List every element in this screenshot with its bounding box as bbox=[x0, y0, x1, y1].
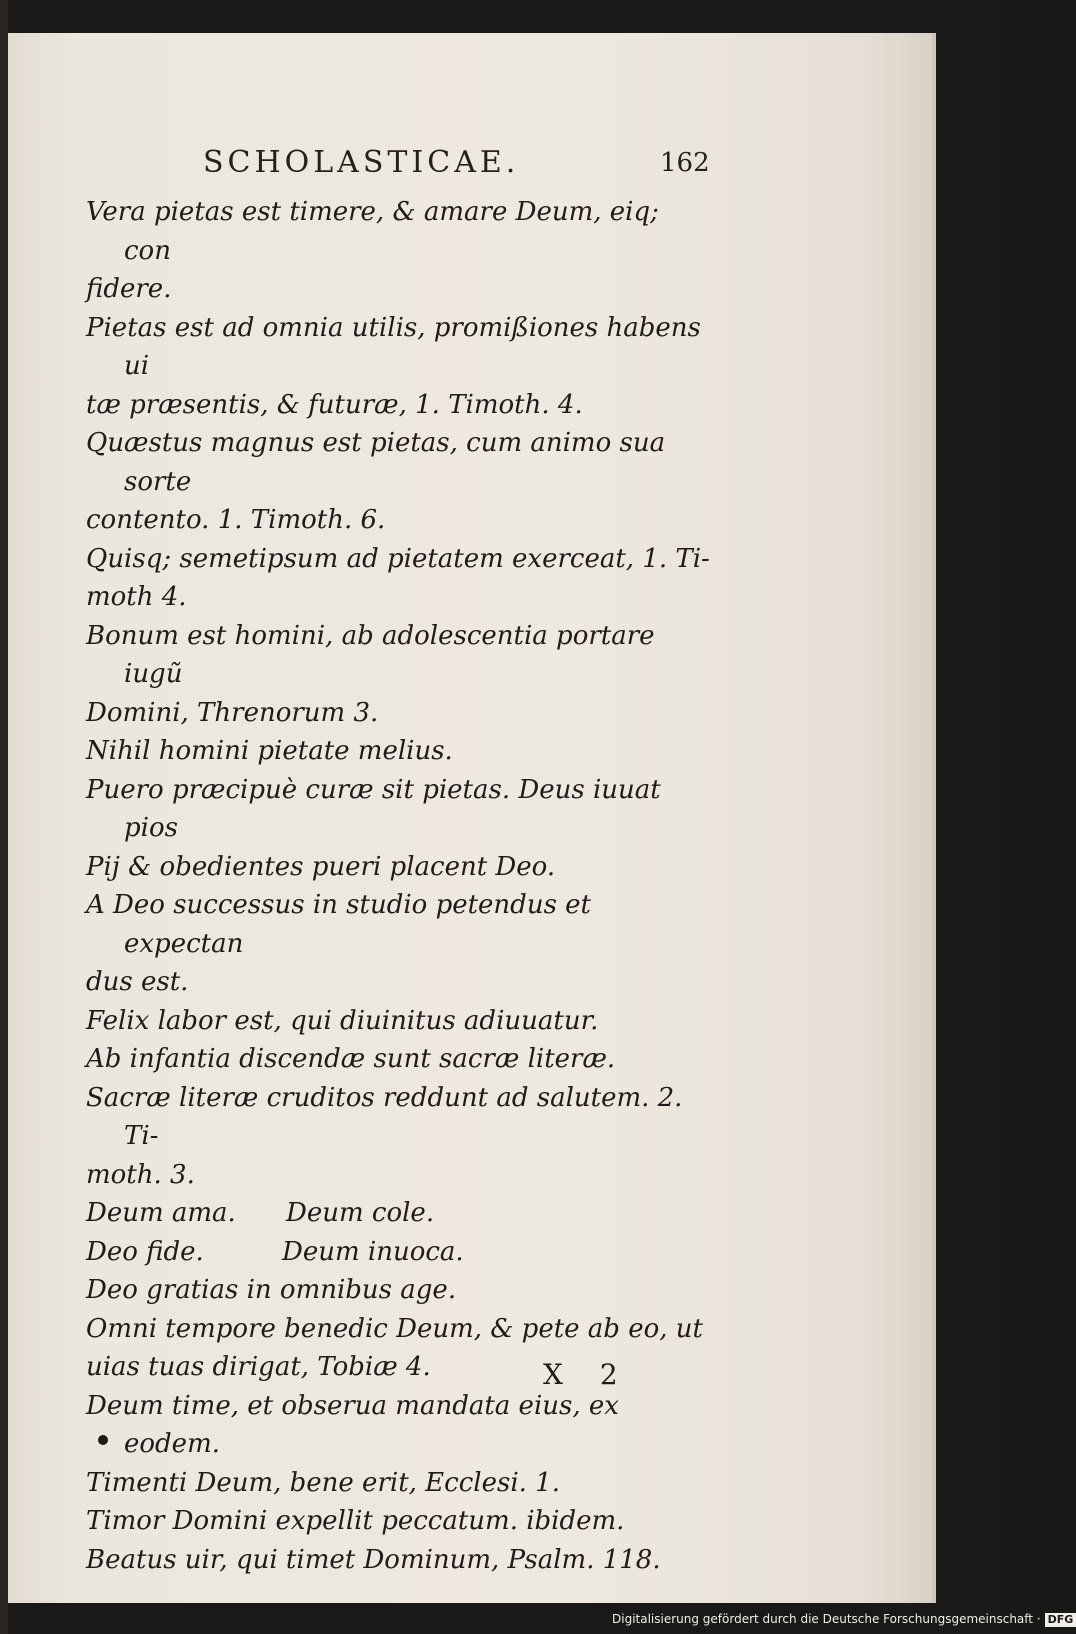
sentence-entry bbox=[86, 732, 714, 771]
sentence-entry bbox=[86, 617, 714, 733]
sentence-entry bbox=[86, 1502, 714, 1541]
entry-line: Deo gratias in omnibus age. bbox=[86, 1275, 457, 1305]
entries-group-1 bbox=[86, 193, 714, 1194]
maxim-left: Deum ama. bbox=[86, 1198, 236, 1228]
sentence-entry bbox=[86, 886, 714, 1002]
entry-line: Puero præcipuè curæ sit pietas. Deus iuuat pios bbox=[86, 774, 661, 843]
entry-line: Vera pietas est timere, & amare Deum, eiq; con bbox=[86, 197, 659, 266]
maxim-pair bbox=[86, 1233, 714, 1272]
entry-line: Timor Domini expellit peccatum. ibidem. bbox=[86, 1506, 625, 1536]
sentence-entry bbox=[86, 1002, 714, 1041]
book-page bbox=[8, 33, 936, 1603]
sentence-entry bbox=[86, 1040, 714, 1079]
footer-text: Digitalisierung gefördert durch die Deutsche Forschungsgemeinschaft · bbox=[612, 1612, 1041, 1626]
entry-line: Domini, Threnorum 3. bbox=[86, 697, 379, 728]
footer-credit bbox=[612, 1612, 1076, 1627]
entry-line: Sacræ literæ cruditos reddunt ad salutem. 2. Ti- bbox=[86, 1082, 683, 1151]
sentence-entry bbox=[86, 1079, 714, 1195]
ink-dot bbox=[98, 1435, 108, 1445]
entry-line: Nihil homini pietate melius. bbox=[86, 736, 453, 766]
page-number: 162 bbox=[660, 148, 710, 178]
entry-line: moth 4. bbox=[86, 582, 187, 612]
sentence-entry bbox=[86, 1464, 714, 1503]
maxim-right: Deum inuoca. bbox=[282, 1236, 464, 1267]
entry-line: Felix labor est, qui diuinitus adiuuatur. bbox=[86, 1005, 599, 1036]
entry-line: Pietas est ad omnia utilis, promißiones habens ui bbox=[86, 312, 701, 381]
sentence-entry bbox=[86, 1387, 714, 1464]
entry-line: tæ præsentis, & futuræ, 1. Timoth. 4. bbox=[86, 389, 583, 420]
sentence-entry bbox=[86, 848, 714, 887]
sentence-entry bbox=[86, 1271, 714, 1310]
entry-line: Beatus uir, qui timet Dominum, Psalm. 118. bbox=[86, 1544, 661, 1575]
entry-line: Deum time, et obserua mandata eius, ex eodem. bbox=[86, 1390, 619, 1459]
running-head: SCHOLASTICAE. bbox=[203, 145, 520, 180]
entry-line: Quæstus magnus est pietas, cum animo sua sorte bbox=[86, 428, 666, 497]
maxim-left: Deo fide. bbox=[86, 1236, 204, 1267]
sentence-entry bbox=[86, 193, 714, 309]
sentence-entry bbox=[86, 771, 714, 848]
entry-line: Quisq; semetipsum ad pietatem exerceat, 1. Ti- bbox=[86, 543, 710, 574]
signature-mark: X 2 bbox=[543, 1358, 632, 1391]
sentence-entry bbox=[86, 309, 714, 425]
entry-line: Pij & obedientes pueri placent Deo. bbox=[86, 851, 556, 882]
entries-group-2 bbox=[86, 1271, 714, 1579]
sentence-entry bbox=[86, 1541, 714, 1580]
entry-line: Omni tempore benedic Deum, & pete ab eo, ut bbox=[86, 1313, 703, 1344]
entry-line: uias tuas dirigat, Tobiæ 4. bbox=[86, 1352, 431, 1382]
sentence-entry bbox=[86, 540, 714, 617]
maxim-pair bbox=[86, 1194, 714, 1233]
dfg-logo: DFG bbox=[1045, 1613, 1076, 1627]
sentence-entry bbox=[86, 424, 714, 540]
entry-line: fidere. bbox=[86, 274, 172, 304]
maxim-right: Deum cole. bbox=[286, 1198, 435, 1228]
entry-line: moth. 3. bbox=[86, 1159, 195, 1190]
entry-line: contento. 1. Timoth. 6. bbox=[86, 505, 386, 535]
entry-line: Timenti Deum, bene erit, Ecclesi. 1. bbox=[86, 1467, 560, 1498]
pairs-group bbox=[86, 1194, 714, 1271]
entry-line: A Deo successus in studio petendus et expectan bbox=[86, 890, 592, 959]
entry-line: Bonum est homini, ab adolescentia portare iugũ bbox=[86, 620, 655, 689]
book-edge bbox=[0, 0, 8, 1634]
entry-line: Ab infantia discendæ sunt sacræ literæ. bbox=[86, 1044, 616, 1074]
entry-line: dus est. bbox=[86, 967, 189, 997]
